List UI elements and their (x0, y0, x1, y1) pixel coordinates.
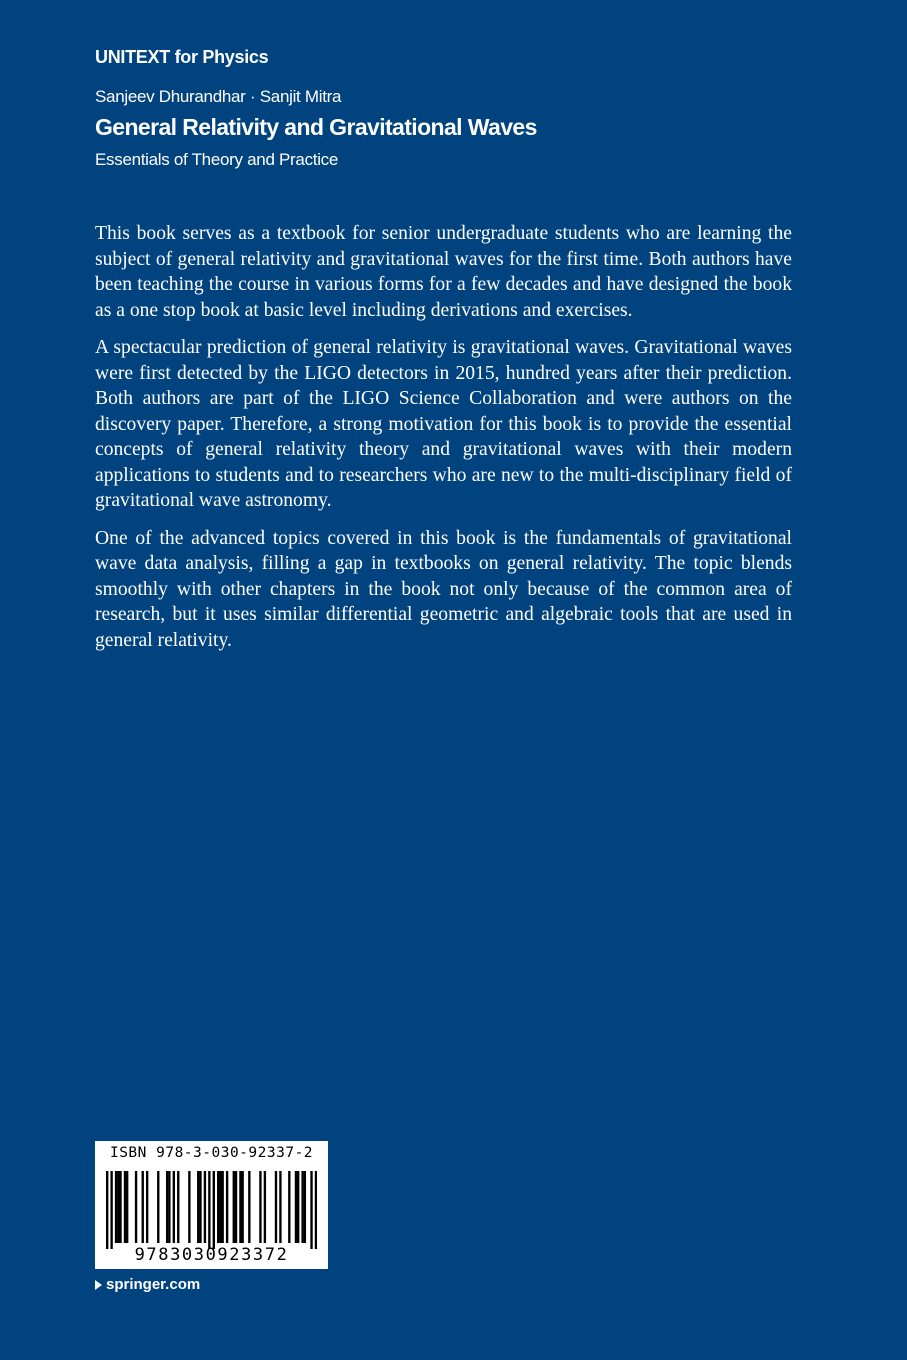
barcode-bar (124, 1171, 126, 1243)
barcode-bar (315, 1171, 317, 1249)
barcode-bar (241, 1171, 243, 1243)
barcode-bar (264, 1171, 266, 1243)
isbn-label: ISBN 978-3-030-92337-2 (109, 1145, 314, 1161)
barcode-bar (166, 1171, 168, 1243)
book-title: General Relativity and Gravitational Waves (95, 114, 537, 140)
barcode-bar (301, 1171, 303, 1243)
barcode-bar (204, 1171, 206, 1243)
barcode-bar (119, 1171, 121, 1243)
barcode-bar (208, 1171, 210, 1249)
barcode-digits: 9783030923372 (134, 1245, 289, 1265)
barcode-bar (233, 1171, 235, 1243)
barcode-bar (239, 1171, 241, 1243)
barcode-bar (142, 1171, 144, 1243)
barcode-bar (235, 1171, 237, 1243)
barcode-bar (248, 1171, 250, 1243)
authors: Sanjeev Dhurandhar · Sanjit Mitra (95, 87, 342, 106)
barcode-bar (188, 1171, 190, 1243)
isbn-barcode (95, 1141, 328, 1269)
barcode-bar (199, 1171, 201, 1243)
barcode-bar (126, 1171, 128, 1243)
website-label: springer.com (106, 1276, 201, 1293)
blurb (95, 221, 792, 665)
book-subtitle: Essentials of Theory and Practice (95, 150, 339, 169)
barcode-bar (219, 1171, 221, 1243)
blurb-paragraph: One of the advanced topics covered in this book is the fundamentals of gravitational wave data analysis, filling a gap in textbooks on general relativity. The topic blends smoothly with other chapters in the book not only because of the common area of research, but it uses similar differential geometric and algebraic tools that are used in general relativity. (95, 527, 792, 651)
barcode-bar (157, 1171, 159, 1243)
barcode-bar (288, 1171, 290, 1243)
barcode-bar (168, 1171, 170, 1243)
barcode-bar (297, 1171, 299, 1243)
blurb-paragraph: A spectacular prediction of general relativity is gravitational waves. Gravitational waves were first detected by the LIGO detectors in 2015, hundred years after their prediction. Both authors are part of the LIGO Science Collaboration and were authors on the discovery paper. Therefore, a strong motivation for this book is to provide the essential concepts of general relativity theory and gravitational waves with their modern applications to students and to researchers who are new to the multi-disciplinary field of gravitational wave astronomy. (95, 337, 792, 511)
barcode-bar (177, 1171, 179, 1243)
barcode-bar (226, 1171, 228, 1243)
barcode-bar (135, 1171, 137, 1243)
series-name: UNITEXT for Physics (95, 47, 269, 67)
barcode-bar (279, 1171, 281, 1243)
barcode-bar (146, 1171, 148, 1243)
barcode-bar (115, 1171, 117, 1243)
barcode-bar (197, 1171, 199, 1243)
barcode-bar (110, 1171, 112, 1249)
blurb-paragraph: This book serves as a textbook for senior undergraduate students who are learning the subject of general relativity and gravitational waves for the first time. Both authors have been teaching the course in various forms for a few decades and have designed the book as a one stop book at basic level including derivations and exercises. (95, 223, 792, 321)
barcode-bars (106, 1171, 317, 1249)
barcode-bar (275, 1171, 277, 1243)
barcode-bar (173, 1171, 175, 1243)
barcode-bar (213, 1171, 215, 1249)
arrow-icon (95, 1280, 102, 1290)
barcode-bar (217, 1171, 219, 1243)
barcode-bar (310, 1171, 312, 1249)
barcode-bar (259, 1171, 261, 1243)
barcode-bar (106, 1171, 108, 1249)
barcode-bar (221, 1171, 223, 1243)
website-link[interactable] (95, 1276, 200, 1293)
barcode-bar (117, 1171, 119, 1243)
barcode-bar (304, 1171, 306, 1243)
barcode-bar (295, 1171, 297, 1243)
